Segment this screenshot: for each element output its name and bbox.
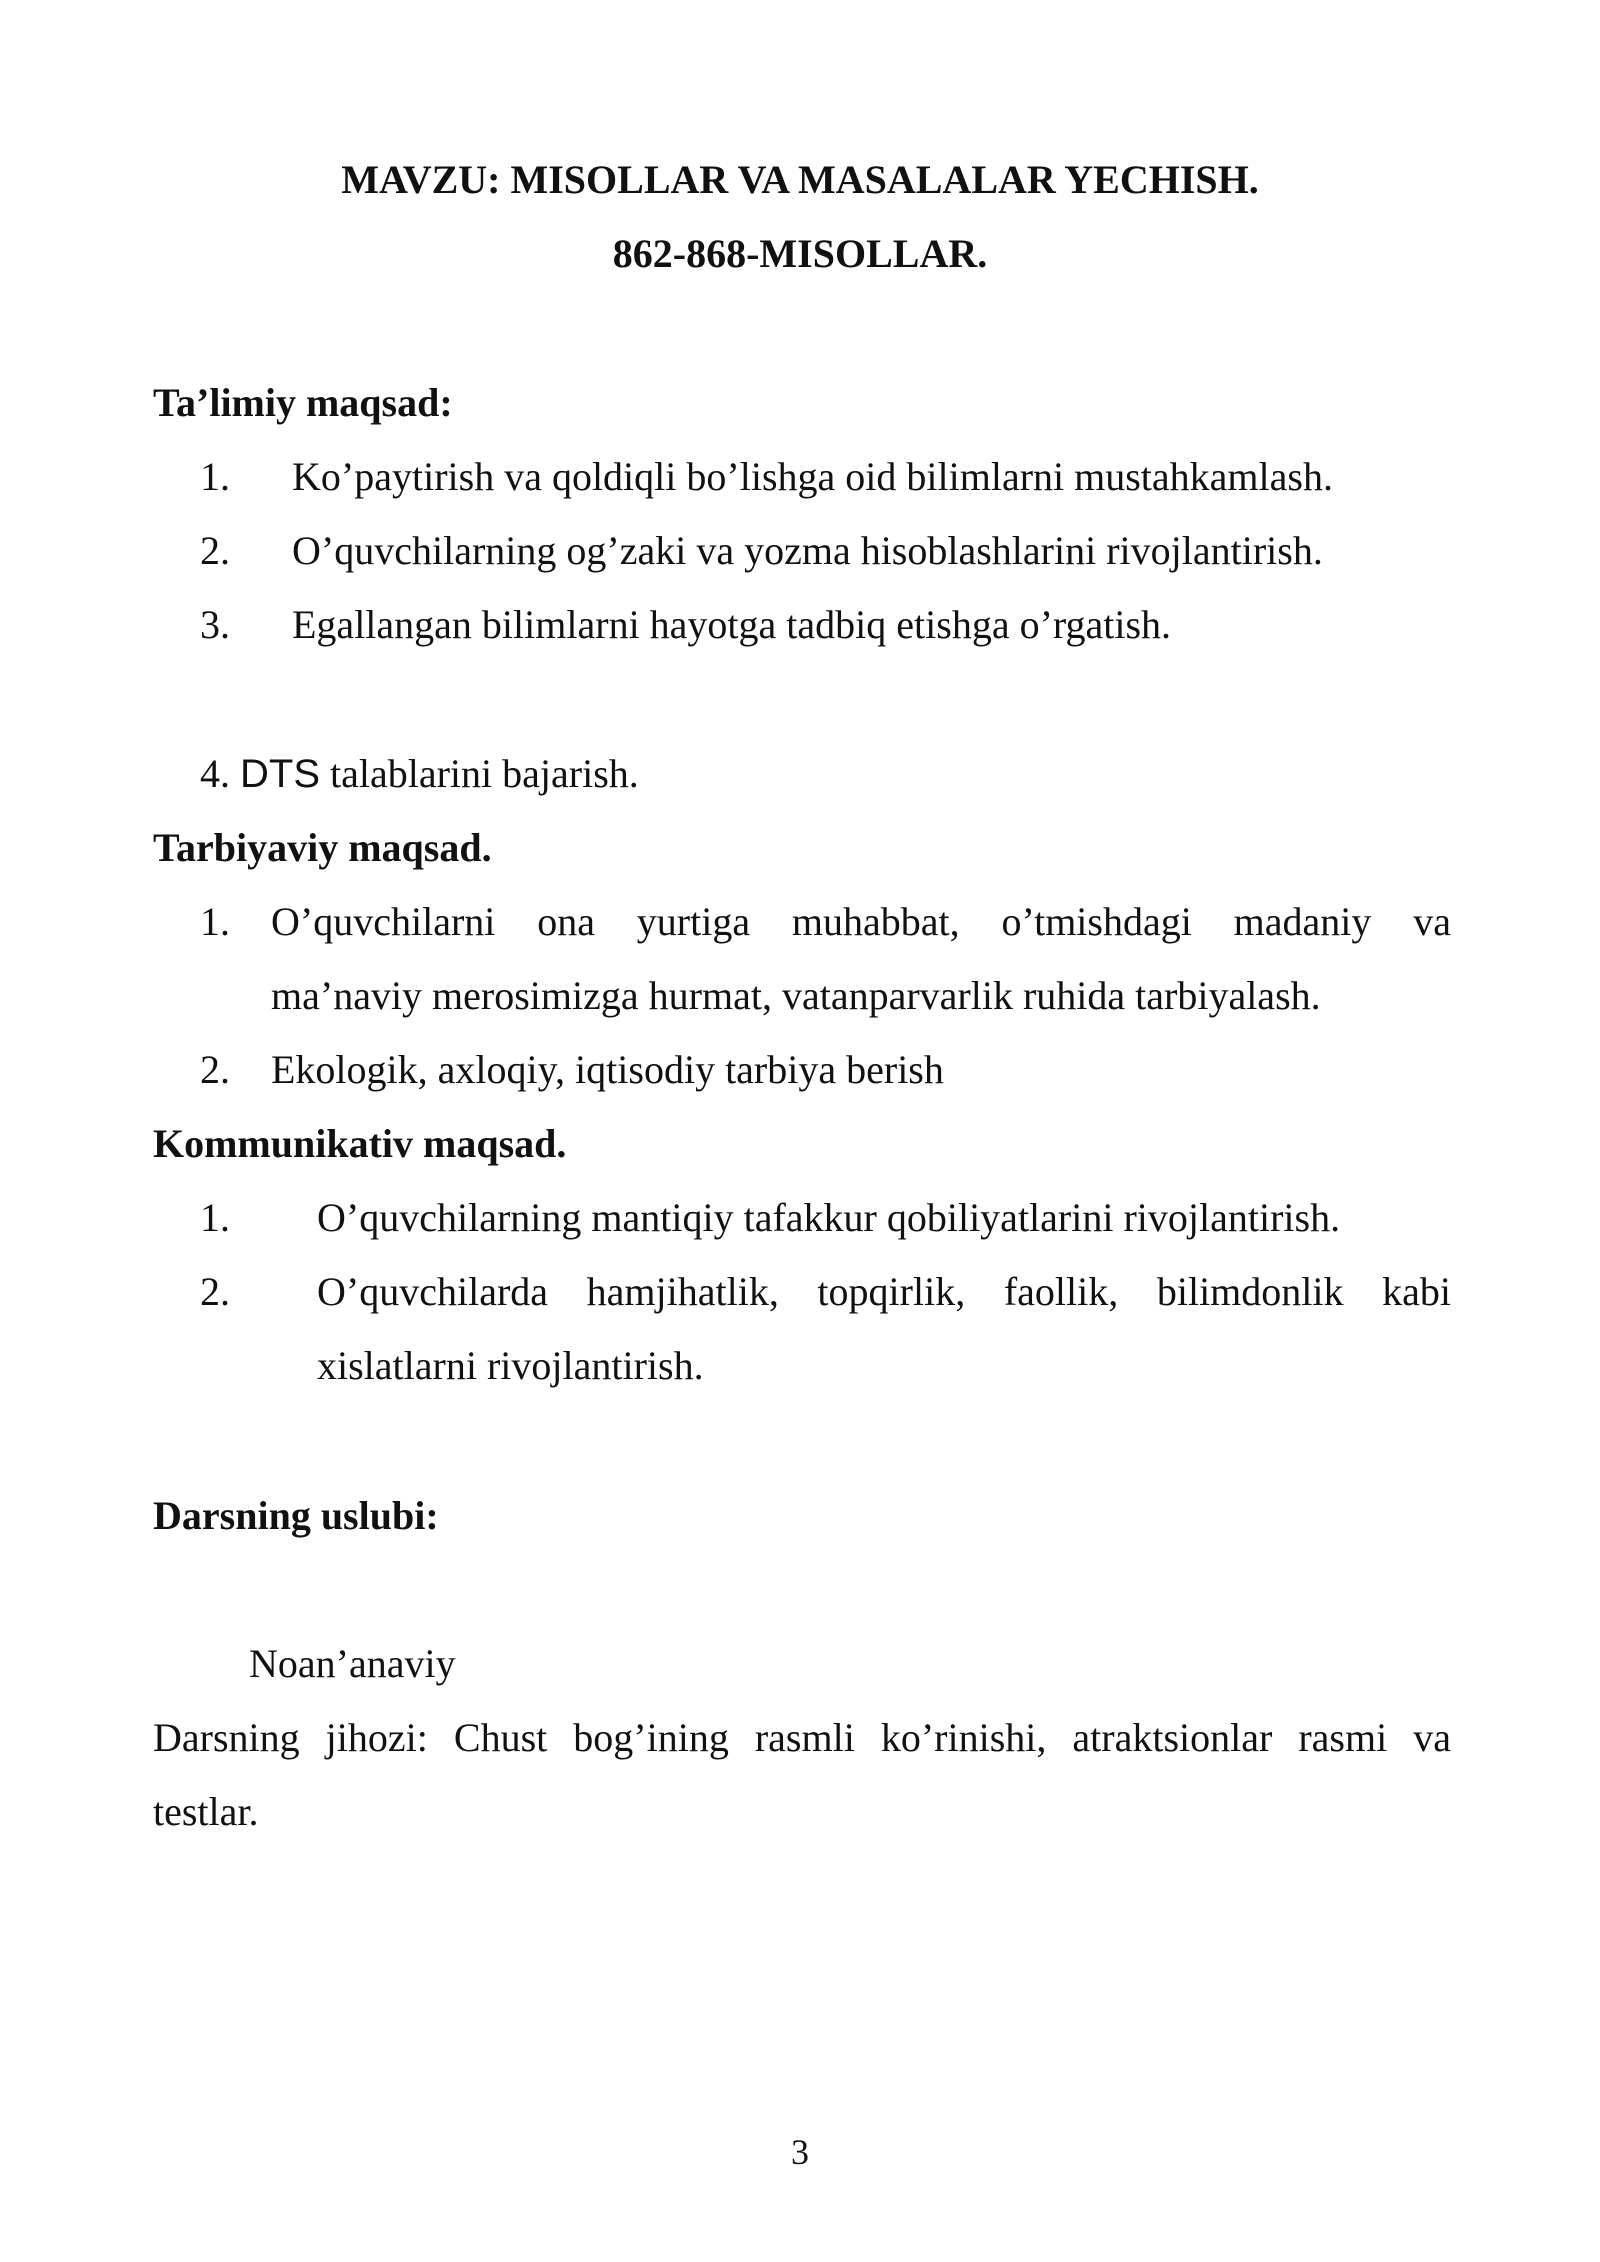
tarbiyaviy-item-1-line-2: ma’naviy merosimizga hurmat, vatanparvarlik ruhida tarbiyalash. xyxy=(271,973,1321,1018)
uslub-heading: Darsning uslubi: xyxy=(153,1493,439,1538)
tarbiyaviy-item-1-line-1: O’quvchilarni ona yurtiga muhabbat, o’tmishdagi madaniy va xyxy=(271,899,1451,944)
tarbiyaviy-item-2-number: 2. xyxy=(200,1047,230,1092)
kommunikativ-item-1-text: O’quvchilarning mantiqiy tafakkur qobiliyatlarini rivojlantirish. xyxy=(317,1195,1341,1240)
talimiy-item-1-number: 1. xyxy=(200,454,230,499)
jihoz-line-2: testlar. xyxy=(153,1789,259,1834)
kommunikativ-item-2-number: 2. xyxy=(200,1269,230,1314)
talimiy-item-2-number: 2. xyxy=(200,528,230,573)
page-title: MAVZU: MISOLLAR VA MASALALAR YECHISH. xyxy=(341,157,1259,202)
tarbiyaviy-heading: Tarbiyaviy maqsad. xyxy=(153,825,492,870)
talimiy-item-4-number: 4. xyxy=(200,751,230,796)
talimiy-item-3-text: Egallangan bilimlarni hayotga tadbiq etishga o’rgatish. xyxy=(292,602,1172,647)
talimiy-item-3-number: 3. xyxy=(200,602,230,647)
jihoz-line-1: Darsning jihozi: Chust bog’ining rasmli ko’rinishi, atraktsionlar rasmi va xyxy=(153,1715,1451,1760)
talimiy-item-2-text: O’quvchilarning og’zaki va yozma hisoblashlarini rivojlantirish. xyxy=(292,528,1323,573)
kommunikativ-item-2-line-2: xislatlarni rivojlantirish. xyxy=(317,1343,704,1388)
talimiy-item-4 xyxy=(200,750,639,798)
page-number: 3 xyxy=(791,2132,809,2172)
talimiy-item-1-text: Ko’paytirish va qoldiqli bo’lishga oid bilimlarni mustahkamlash. xyxy=(292,454,1333,499)
talimiy-item-4-text: talablarini bajarish. xyxy=(320,751,639,796)
page-subtitle: 862-868-MISOLLAR. xyxy=(612,231,988,276)
uslub-value: Noan’anaviy xyxy=(249,1641,456,1686)
kommunikativ-item-1-number: 1. xyxy=(200,1195,230,1240)
talimiy-heading: Ta’limiy maqsad: xyxy=(153,380,453,425)
tarbiyaviy-item-1-number: 1. xyxy=(200,899,230,944)
kommunikativ-item-2-line-1: O’quvchilarda hamjihatlik, topqirlik, faollik, bilimdonlik kabi xyxy=(317,1269,1451,1314)
talimiy-item-4-dts: DTS xyxy=(240,752,320,796)
tarbiyaviy-item-2-text: Ekologik, axloqiy, iqtisodiy tarbiya berish xyxy=(271,1047,944,1092)
kommunikativ-heading: Kommunikativ maqsad. xyxy=(153,1121,567,1166)
